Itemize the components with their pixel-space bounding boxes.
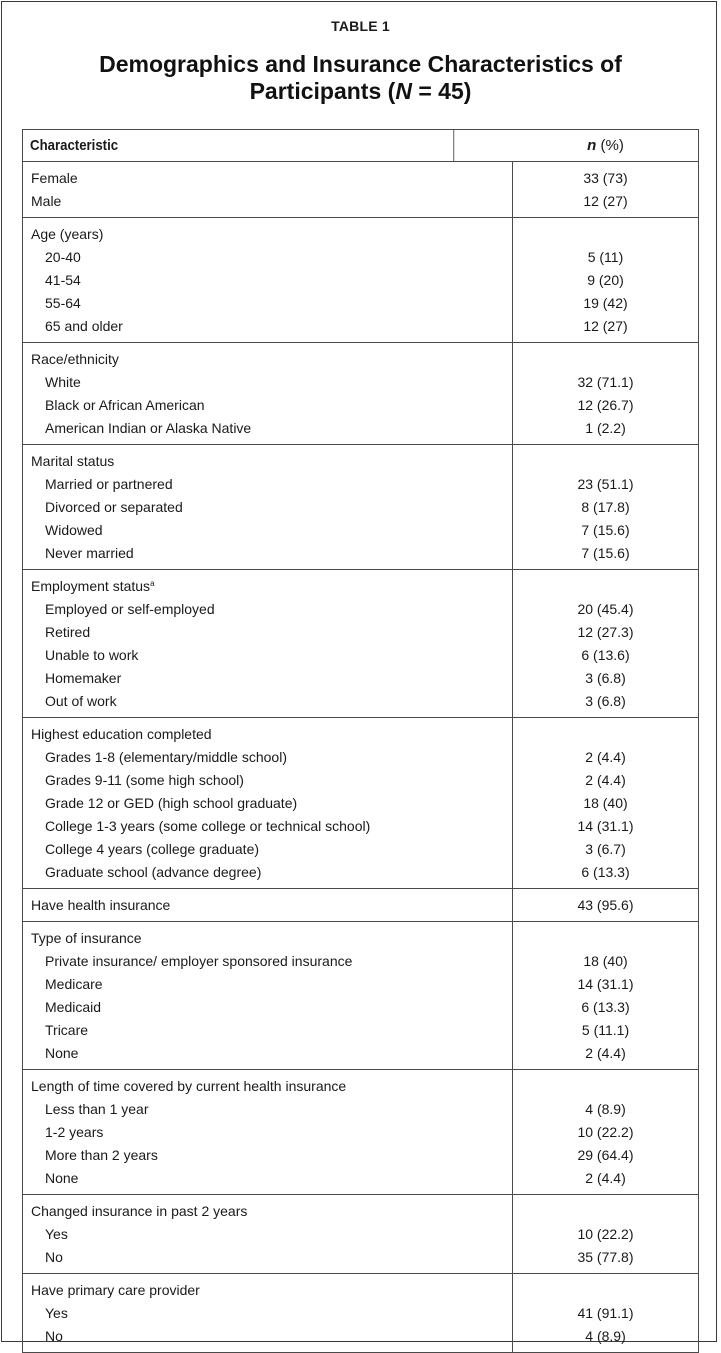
row-label: Medicaid <box>45 999 102 1015</box>
table-label: TABLE 1 <box>331 18 390 34</box>
row-label: Employed or self-employed <box>45 601 215 617</box>
row-label: College 1-3 years (some college or technical school) <box>45 818 371 834</box>
row-value: 2 (4.4) <box>585 772 626 788</box>
title-line-2 <box>40 78 681 105</box>
title-n-symbol: N <box>395 78 412 104</box>
header-n-symbol: n <box>587 137 597 154</box>
empty-value-cell <box>513 723 698 746</box>
label-column <box>23 718 513 888</box>
value-column <box>513 167 698 213</box>
row-label: None <box>45 1170 79 1186</box>
value-column <box>513 927 698 1065</box>
row-value: 2 (4.4) <box>585 1045 626 1061</box>
section-heading-text: Age (years) <box>31 226 104 242</box>
label-column <box>23 922 513 1069</box>
header-characteristic: Characteristic <box>23 130 454 161</box>
row-value: 10 (22.2) <box>577 1226 634 1242</box>
row-label: Unable to work <box>45 647 139 663</box>
value-column <box>513 1279 698 1348</box>
value-column <box>513 575 698 713</box>
section-heading <box>23 1075 512 1098</box>
row-label: Less than 1 year <box>45 1101 149 1117</box>
row-label: Yes <box>45 1305 68 1321</box>
row-label: None <box>45 1045 79 1061</box>
table-header-row <box>23 130 698 162</box>
table-section <box>23 1070 698 1195</box>
row-label: No <box>45 1328 63 1344</box>
row-value: 3 (6.8) <box>585 670 626 686</box>
section-heading <box>23 348 512 371</box>
row-label: Have health insurance <box>31 897 171 913</box>
row-value: 19 (42) <box>583 295 628 311</box>
row-value: 29 (64.4) <box>577 1147 634 1163</box>
row-value: 7 (15.6) <box>581 545 630 561</box>
row-value: 18 (40) <box>583 795 628 811</box>
value-column <box>513 1200 698 1269</box>
section-heading-text: Employment status <box>31 578 151 594</box>
row-label: Graduate school (advance degree) <box>45 864 262 880</box>
row-label: American Indian or Alaska Native <box>45 420 252 436</box>
title-line-2-pre: Participants ( <box>249 78 396 104</box>
section-heading <box>23 450 512 473</box>
value-column <box>513 894 698 917</box>
table-section <box>23 218 698 343</box>
label-column <box>23 1070 513 1194</box>
row-label: Grades 1-8 (elementary/middle school) <box>45 749 287 765</box>
row-label: Never married <box>45 545 134 561</box>
value-column <box>513 1075 698 1190</box>
row-value: 6 (13.6) <box>581 647 630 663</box>
row-label: Retired <box>45 624 91 640</box>
table-section <box>23 922 698 1070</box>
row-value: 10 (22.2) <box>577 1124 634 1140</box>
label-column <box>23 343 513 444</box>
row-label: 41-54 <box>45 272 81 288</box>
row-value: 5 (11.1) <box>581 1022 630 1038</box>
row-label: College 4 years (college graduate) <box>45 841 260 857</box>
section-heading <box>23 927 512 950</box>
row-label: Grades 9-11 (some high school) <box>45 772 244 788</box>
row-value: 14 (31.1) <box>577 976 634 992</box>
row-value: 18 (40) <box>583 953 628 969</box>
label-column <box>23 445 513 569</box>
section-heading-text: Type of insurance <box>31 930 142 946</box>
row-value: 20 (45.4) <box>577 601 634 617</box>
table-section <box>23 718 698 889</box>
table-title <box>40 51 681 105</box>
row-value: 3 (6.7) <box>585 841 626 857</box>
row-label: Divorced or separated <box>45 499 183 515</box>
row-label: Married or partnered <box>45 476 173 492</box>
header-n-percent <box>513 130 698 161</box>
row-value: 7 (15.6) <box>581 522 630 538</box>
empty-value-cell <box>513 1279 698 1302</box>
row-value: 6 (13.3) <box>581 999 630 1015</box>
row-value: 41 (91.1) <box>577 1305 634 1321</box>
row-label: Medicare <box>45 976 103 992</box>
section-heading <box>23 223 512 246</box>
value-column <box>513 450 698 565</box>
label-column <box>23 570 513 717</box>
table-section <box>23 570 698 718</box>
section-heading <box>23 1200 512 1223</box>
header-pct: (%) <box>596 137 624 154</box>
title-line-1: Demographics and Insurance Characteristics of <box>99 51 622 77</box>
row-value: 12 (27) <box>583 193 628 209</box>
row-value: 23 (51.1) <box>577 476 634 492</box>
label-column <box>23 162 513 217</box>
row-value: 14 (31.1) <box>577 818 634 834</box>
row-value: 4 (8.9) <box>585 1101 626 1117</box>
table-body <box>23 162 698 1352</box>
row-label: Widowed <box>45 522 103 538</box>
row-value: 9 (20) <box>587 272 624 288</box>
row-value: 12 (27) <box>583 318 628 334</box>
row-label: 1-2 years <box>45 1124 104 1140</box>
row-value: 5 (11) <box>587 249 624 265</box>
row-value: 43 (95.6) <box>577 897 634 913</box>
table-section <box>23 343 698 445</box>
section-heading-text: Marital status <box>31 453 115 469</box>
empty-value-cell <box>513 927 698 950</box>
row-value: 33 (73) <box>583 170 628 186</box>
empty-value-cell <box>513 1075 698 1098</box>
table-section <box>23 162 698 218</box>
row-label: 20-40 <box>45 249 81 265</box>
row-label: Yes <box>45 1226 68 1242</box>
section-heading-text: Length of time covered by current health insurance <box>31 1078 347 1094</box>
section-heading-text: Have primary care provider <box>31 1282 200 1298</box>
section-heading-text: Highest education completed <box>31 726 212 742</box>
empty-value-cell <box>513 450 698 473</box>
row-label: More than 2 years <box>45 1147 158 1163</box>
row-value: 4 (8.9) <box>585 1328 626 1344</box>
section-heading <box>23 723 512 746</box>
row-value: 35 (77.8) <box>577 1249 634 1265</box>
value-column <box>513 223 698 338</box>
row-label: Private insurance/ employer sponsored insurance <box>45 953 353 969</box>
row-label: 55-64 <box>45 295 81 311</box>
row-value: 2 (4.4) <box>585 749 626 765</box>
row-label: White <box>45 374 81 390</box>
row-value: 12 (27.3) <box>577 624 634 640</box>
label-column <box>23 218 513 342</box>
section-heading <box>23 575 512 598</box>
value-column <box>513 348 698 440</box>
row-label: Tricare <box>45 1022 89 1038</box>
footnote-marker: a <box>150 579 155 588</box>
section-heading <box>23 1279 512 1302</box>
row-label: No <box>45 1249 63 1265</box>
table-section <box>23 445 698 570</box>
row-label: Out of work <box>45 693 117 709</box>
row-label: Black or African American <box>45 397 205 413</box>
table-section <box>23 1274 698 1352</box>
empty-value-cell <box>513 223 698 246</box>
row-label: 65 and older <box>45 318 123 334</box>
demographics-table <box>22 129 699 1353</box>
row-label: Male <box>31 193 62 209</box>
empty-value-cell <box>513 1200 698 1223</box>
row-value: 8 (17.8) <box>581 499 630 515</box>
row-value: 6 (13.3) <box>581 864 630 880</box>
label-column <box>23 1195 513 1273</box>
row-value: 1 (2.2) <box>585 420 626 436</box>
value-column <box>513 723 698 884</box>
table-section <box>23 889 698 922</box>
label-column <box>23 889 513 921</box>
section-heading-text: Changed insurance in past 2 years <box>31 1203 248 1219</box>
empty-value-cell <box>513 348 698 371</box>
row-label: Grade 12 or GED (high school graduate) <box>45 795 298 811</box>
table-section <box>23 1195 698 1274</box>
empty-value-cell <box>513 575 698 598</box>
title-line-2-post: = 45) <box>411 78 472 104</box>
section-heading-text: Race/ethnicity <box>31 351 119 367</box>
row-value: 12 (26.7) <box>577 397 634 413</box>
row-value: 32 (71.1) <box>577 374 634 390</box>
row-label: Female <box>31 170 78 186</box>
row-value: 2 (4.4) <box>585 1170 626 1186</box>
row-value: 3 (6.8) <box>585 693 626 709</box>
row-label: Homemaker <box>45 670 122 686</box>
label-column <box>23 1274 513 1352</box>
